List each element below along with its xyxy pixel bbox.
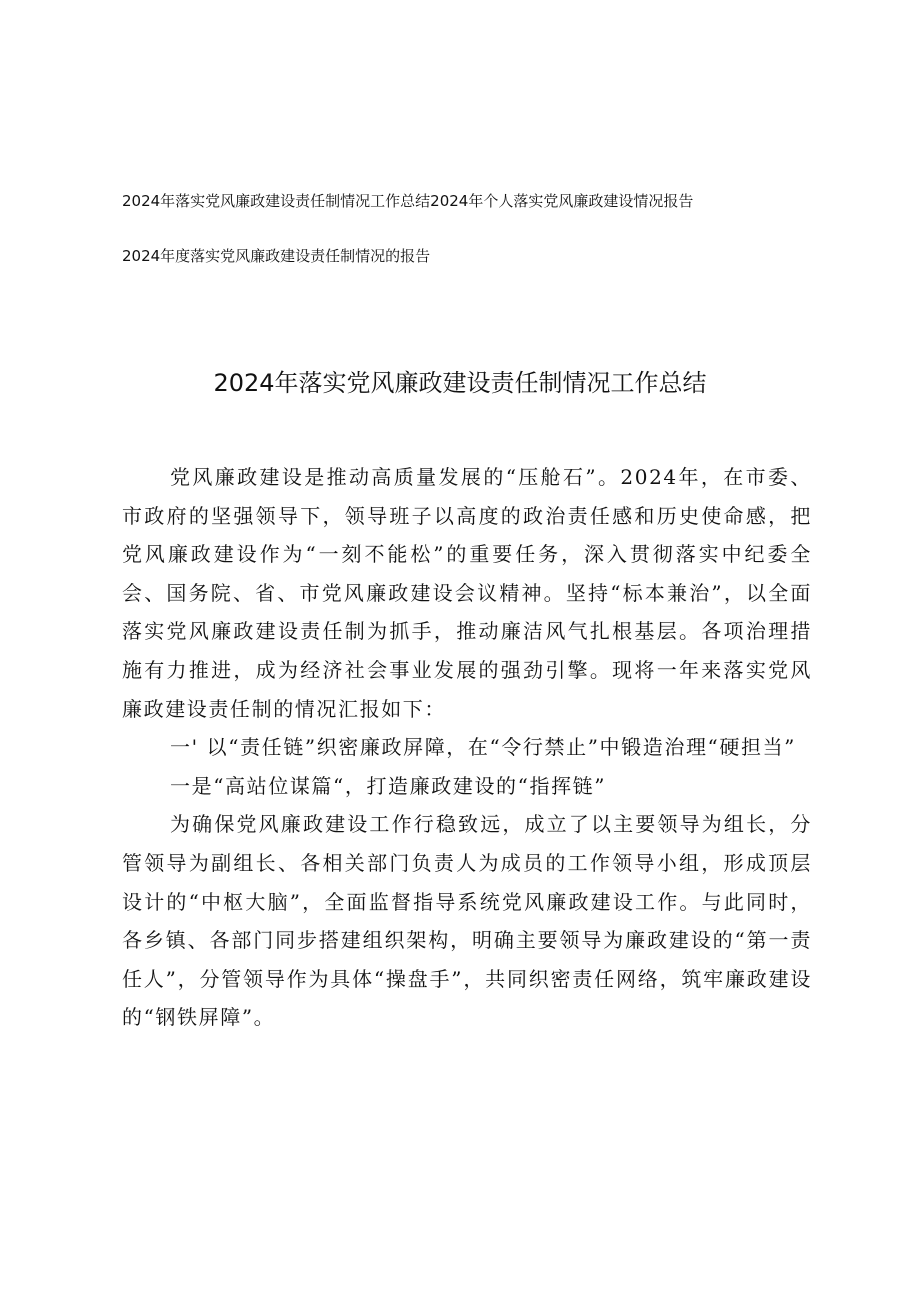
subsection-heading: 一是“高站位谋篇“，打造廉政建设的“指挥链”: [170, 773, 607, 798]
intro-paragraph: 党风廉政建设是推动高质量发展的“压舱石”。2024年，在市委、市政府的坚强领导下，领导班子以高度的政治责任感和历史使命感，把党风廉政建设作为“一刻不能松”的重要任务，深入贯彻落实中纪委全会、国务院、省、市党风廉政建设会议精神。坚持“标本兼治”，以全面落实党风廉政建设责任制为抓手，推动廉洁风气扎根基层。各项治理措施有力推进，成为经济社会事业发展的强劲引擎。现将一年来落实党风廉政建设责任制的情况汇报如下：: [122, 465, 812, 721]
toc-line-1: 2024年落实党风廉政建设责任制情况工作总结2024年个人落实党风廉政建设情况报告: [122, 192, 694, 210]
body-paragraph: 为确保党风廉政建设工作行稳致远，成立了以主要领导为组长，分管领导为副组长、各相关部门负责人为成员的工作领导小组，形成顶层设计的“中枢大脑”，全面监督指导系统党风廉政建设工作。与此同时，各乡镇、各部门同步搭建组织架构，明确主要领导为廉政建设的“第一责任人”，分管领导作为具体“操盘手”，共同织密责任网络，筑牢廉政建设的“钢铁屏障”。: [122, 812, 812, 1030]
document-body: [122, 458, 812, 1037]
section-heading: 一' 以“责任链”织密廉政屏障，在“令行禁止”中锻造治理“硬担当”: [170, 735, 797, 760]
toc-line-2: 2024年度落实党风廉政建设责任制情况的报告: [122, 247, 431, 265]
document-title: 2024年落实党风廉政建设责任制情况工作总结: [213, 369, 707, 397]
